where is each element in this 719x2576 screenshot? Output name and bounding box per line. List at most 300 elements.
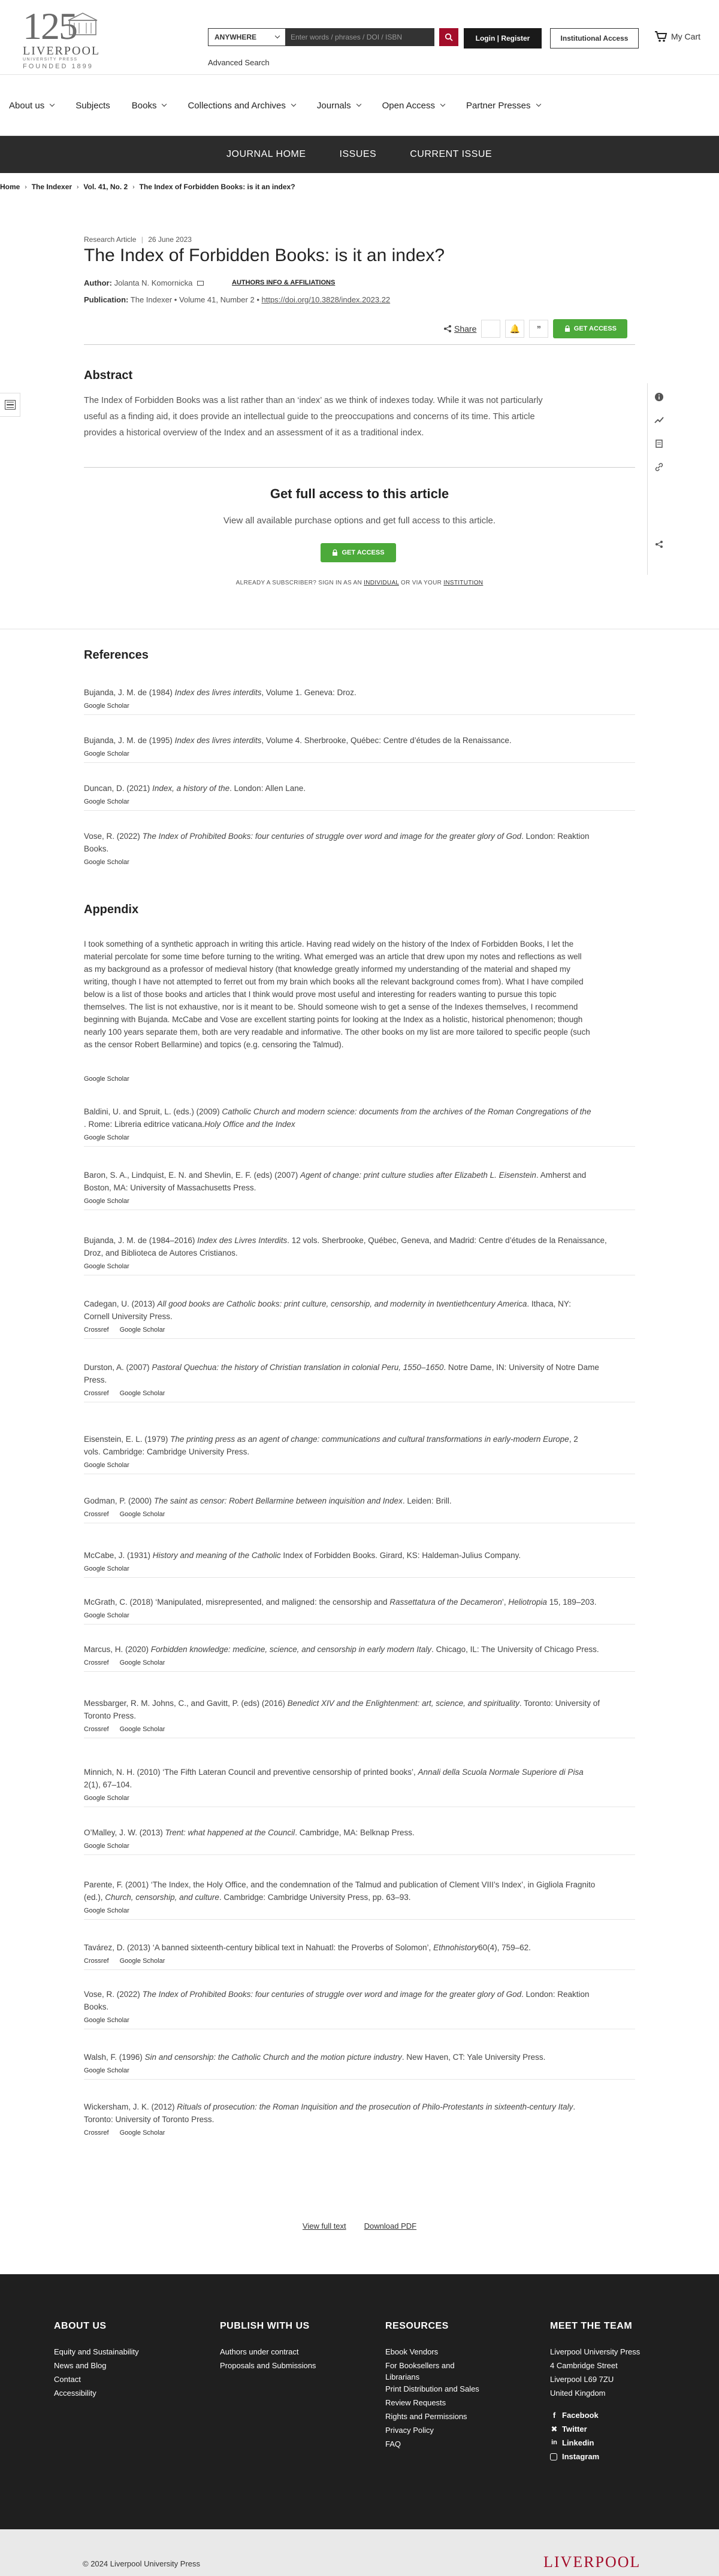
get-access-button[interactable] bbox=[553, 319, 627, 338]
publication-volume[interactable]: Volume 41, Number 2 bbox=[179, 295, 255, 304]
crossref-link[interactable]: Crossref bbox=[84, 1326, 109, 1334]
article-type: Research Article bbox=[84, 235, 137, 244]
abstract-heading: Abstract bbox=[84, 369, 133, 382]
journal-nav-tab[interactable]: CURRENT ISSUE bbox=[410, 149, 493, 159]
reference-text: Vose, R. (2022) bbox=[84, 1990, 143, 1999]
footer-link[interactable]: Privacy Policy bbox=[385, 2426, 434, 2435]
subscriber-text: ALREADY A SUBSCRIBER? SIGN IN AS AN bbox=[235, 580, 362, 586]
appendix-line: I took something of a synthetic approach in writing this article. Having read widely on the history of the Index of Forbidden Books, I let the bbox=[84, 940, 574, 948]
google-scholar-link[interactable]: Google Scholar bbox=[119, 2129, 165, 2136]
bookmark-button[interactable] bbox=[481, 320, 500, 338]
nav-item-label: Collections and Archives bbox=[188, 100, 286, 111]
linkedin-link[interactable] bbox=[550, 2436, 640, 2450]
reference-text: Bujanda, J. M. de (1995) bbox=[84, 736, 175, 745]
reference-text: Parente, F. (2001) ‘The Index, the Holy Office, and the condemnation of the Talmud and publication of Clement VIII’s Index’, in Gigliola Fragnito bbox=[84, 1880, 596, 1889]
google-scholar-link[interactable]: Google Scholar bbox=[119, 1726, 165, 1733]
footer-resources-title: RESOURCES bbox=[385, 2321, 449, 2331]
login-register-button[interactable]: Login | Register bbox=[464, 28, 542, 49]
breadcrumb-item: The Index of Forbidden Books: is it an index? bbox=[139, 183, 295, 191]
link-icon[interactable] bbox=[654, 462, 664, 472]
article-publication: Publication: The Indexer • Volume 41, Number 2 • https://doi.org/10.3828/index.2023.22 bbox=[84, 295, 391, 304]
appendix-item bbox=[84, 1495, 635, 1507]
address-line: 4 Cambridge Street bbox=[550, 2361, 618, 2370]
nav-item-label: About us bbox=[9, 100, 45, 111]
appendix-item bbox=[84, 1766, 635, 1791]
reference-text: Bujanda, J. M. de (1984–2016) bbox=[84, 1236, 198, 1245]
appendix-item bbox=[84, 1643, 635, 1656]
bell-icon: 🔔 bbox=[509, 323, 521, 334]
footer-link[interactable]: For Booksellers and bbox=[385, 2361, 455, 2370]
reference-text: McGrath, C. (2018) ‘Manipulated, misrepresented, and maligned: the censorship and bbox=[84, 1598, 390, 1607]
reference-text: Messbarger, R. M. Johns, C., and Gavitt, P. (eds) (2016) bbox=[84, 1699, 288, 1708]
sidebar-divider bbox=[647, 383, 648, 575]
doi-link[interactable]: https://doi.org/10.3828/index.2023.22 bbox=[261, 295, 391, 304]
main-nav bbox=[0, 75, 719, 136]
google-scholar-link[interactable]: Google Scholar bbox=[119, 1659, 165, 1666]
reference-text: , Volume 4. Sherbrooke, Québec: Centre d’études de la Renaissance. bbox=[261, 736, 512, 745]
reference-text: Books. bbox=[84, 844, 109, 853]
search-bar bbox=[208, 28, 458, 46]
reference-title: The printing press as an agent of change: communications and cultural transformations in early-modern Europe bbox=[170, 1435, 569, 1444]
reference-text: Marcus, H. (2020) bbox=[84, 1645, 151, 1654]
reference-title: Heliotropia bbox=[508, 1598, 547, 1607]
article-tools-sidebar bbox=[650, 392, 668, 549]
reference-title: Index des livres interdits bbox=[174, 736, 262, 745]
reference-text: Godman, P. (2000) bbox=[84, 1496, 154, 1505]
table-of-contents-toggle[interactable] bbox=[0, 393, 20, 417]
divider bbox=[84, 1919, 635, 1920]
facebook-icon: f bbox=[552, 2411, 556, 2420]
search-button[interactable] bbox=[439, 28, 458, 46]
publication-journal[interactable]: The Indexer bbox=[130, 295, 173, 304]
logo-name: LIVERPOOL bbox=[23, 44, 101, 57]
abstract-text bbox=[84, 393, 635, 441]
chevron-down-icon bbox=[291, 102, 296, 107]
chevron-down-icon bbox=[50, 102, 55, 107]
footer-link[interactable]: Librarians bbox=[385, 2372, 420, 2381]
divider bbox=[84, 1854, 635, 1855]
chevron-down-icon bbox=[275, 34, 280, 38]
google-scholar-link[interactable]: Google Scholar bbox=[84, 702, 129, 710]
footer-link[interactable]: FAQ bbox=[385, 2439, 401, 2448]
reference-text: . Rome: Libreria editrice vaticana. bbox=[84, 1120, 205, 1129]
google-scholar-link[interactable]: Google Scholar bbox=[84, 1565, 129, 1572]
authors-info-link[interactable]: AUTHORS INFO & AFFILIATIONS bbox=[232, 279, 336, 286]
footer-link[interactable]: Authors under contract bbox=[220, 2347, 299, 2356]
appendix-item bbox=[84, 1169, 635, 1194]
instagram-link[interactable] bbox=[550, 2450, 640, 2463]
search-icon bbox=[445, 33, 453, 41]
google-scholar-link[interactable]: Google Scholar bbox=[84, 1907, 129, 1914]
reference-text: Baldini, U. and Spruit, L. (eds.) (2009) bbox=[84, 1107, 222, 1116]
reference-text: Cadegan, U. (2013) bbox=[84, 1299, 158, 1308]
share-label: Share bbox=[454, 324, 477, 334]
reference-title: All good books are Catholic books: print culture, censorship, and modernity in twentiethcentury America bbox=[157, 1299, 527, 1308]
individual-sign-in-link[interactable]: INDIVIDUAL bbox=[364, 580, 399, 586]
reference-title: Agent of change: print culture studies after Elizabeth L. Eisenstein bbox=[300, 1171, 536, 1180]
address-line: Liverpool L69 7ZU bbox=[550, 2375, 614, 2384]
footer-publish bbox=[220, 2321, 316, 2372]
full-access-get-access-button[interactable] bbox=[321, 543, 396, 562]
copyright: © 2024 Liverpool University Press bbox=[83, 2559, 200, 2568]
reference-links bbox=[84, 2129, 165, 2136]
reference-title: Holy Office and the Index bbox=[204, 1120, 295, 1129]
nav-item-label: Partner Presses bbox=[466, 100, 531, 111]
email-icon[interactable] bbox=[197, 281, 204, 286]
reference-text: Bujanda, J. M. de (1984) bbox=[84, 688, 175, 697]
google-scholar-link[interactable]: Google Scholar bbox=[84, 798, 129, 805]
footer-team bbox=[550, 2321, 640, 2463]
nav-item[interactable] bbox=[317, 101, 361, 111]
share-icon bbox=[443, 325, 452, 333]
reference-links bbox=[84, 1198, 129, 1205]
reference-title: Pastoral Quechua: the history of Christian translation in colonial Peru, 1550–1650 bbox=[152, 1363, 444, 1372]
google-scholar-link[interactable]: Google Scholar bbox=[119, 1390, 165, 1397]
reference-text: Droz, and Biblioteca de Autores Cristianos. bbox=[84, 1248, 238, 1257]
article-date: 26 June 2023 bbox=[148, 235, 192, 244]
reference-text: O’Malley, J. W. (2013) bbox=[84, 1828, 165, 1837]
crossref-link[interactable]: Crossref bbox=[84, 1726, 109, 1733]
reference-text: Vose, R. (2022) bbox=[84, 832, 143, 841]
google-scholar-link[interactable]: Google Scholar bbox=[84, 1612, 129, 1619]
footer-link[interactable]: Rights and Permissions bbox=[385, 2412, 467, 2421]
reference-title: Sin and censorship: the Catholic Church and the motion picture industry bbox=[144, 2053, 402, 2062]
appendix-line: nearly 100 years separate them, both are very readable and informative. The other books on my list are more tailored to specific people (such bbox=[84, 1028, 590, 1037]
reference-text: McCabe, J. (1931) bbox=[84, 1551, 153, 1560]
chevron-down-icon bbox=[162, 102, 167, 107]
appendix-item bbox=[84, 2101, 635, 2126]
reference-text: . Amherst and bbox=[536, 1171, 587, 1180]
reference-text: Durston, A. (2007) bbox=[84, 1363, 152, 1372]
google-scholar-link[interactable]: Google Scholar bbox=[119, 1957, 165, 1965]
reference-links bbox=[84, 1795, 129, 1802]
breadcrumb-item[interactable]: Home bbox=[0, 183, 20, 191]
alert-button[interactable] bbox=[505, 320, 524, 338]
article-author bbox=[84, 278, 635, 287]
footer-link[interactable]: Contact bbox=[54, 2375, 81, 2384]
advanced-search-link[interactable]: Advanced Search bbox=[208, 58, 270, 67]
reference-links bbox=[84, 1565, 129, 1572]
footer-link[interactable]: Ebook Vendors bbox=[385, 2347, 439, 2356]
appendix-item bbox=[84, 1549, 635, 1562]
footer-link[interactable]: Print Distribution and Sales bbox=[385, 2384, 479, 2393]
footer-link[interactable]: Proposals and Submissions bbox=[220, 2361, 316, 2370]
appendix-item bbox=[84, 1697, 635, 1722]
reference-links bbox=[84, 1726, 165, 1733]
breadcrumb-item[interactable]: Vol. 41, No. 2 bbox=[83, 183, 128, 191]
reference-title: Catholic Church and modern science: documents from the archives of the Roman Congregations of the bbox=[222, 1107, 591, 1116]
appendix-heading: Appendix bbox=[84, 903, 139, 916]
divider bbox=[84, 762, 635, 763]
quote-icon: ” bbox=[536, 324, 541, 334]
footer-link[interactable]: Equity and Sustainability bbox=[54, 2347, 139, 2356]
footer-logo[interactable]: LIVERPOOL bbox=[543, 2553, 641, 2571]
institution-sign-in-link[interactable]: INSTITUTION bbox=[443, 580, 484, 586]
reference-text: , Volume 1. Geneva: Droz. bbox=[261, 688, 357, 697]
logo-founded: FOUNDED 1899 bbox=[23, 63, 93, 70]
breadcrumb-separator-icon: › bbox=[25, 183, 27, 190]
reference-links bbox=[84, 1842, 129, 1850]
reference-links bbox=[84, 1075, 129, 1083]
references-heading: References bbox=[84, 648, 149, 662]
reference-text: (ed.), bbox=[84, 1893, 105, 1902]
reference-text: . 12 vols. Sherbrooke, Québec, Geneva, and Madrid: Centre d’études de la Renaissance, bbox=[287, 1236, 607, 1245]
reference-text: Index of Forbidden Books. Girard, KS: Haldeman-Julius Company. bbox=[280, 1551, 521, 1560]
get-access-label: GET ACCESS bbox=[342, 549, 385, 556]
view-full-text-link[interactable]: View full text bbox=[302, 2222, 346, 2230]
appendix-line: as my background as a professor of medieval history (that knowledge greatly informed my understanding of the material and shaped my bbox=[84, 965, 570, 974]
journal-nav bbox=[0, 136, 719, 173]
google-scholar-link[interactable]: Google Scholar bbox=[84, 1198, 129, 1205]
reference-links bbox=[84, 1511, 165, 1518]
search-input[interactable]: Enter words / phrases / DOI / ISBN bbox=[286, 28, 434, 46]
reference-text: . London: Reaktion bbox=[521, 1990, 590, 1999]
reference-links bbox=[84, 1462, 129, 1469]
site-footer bbox=[0, 2274, 719, 2529]
appendix-line: beginning with Bujanda. McCabe and Vose are excellent starting points for looking at the Index as a holistic, historical phenomenon; though bbox=[84, 1015, 583, 1024]
article-actions bbox=[443, 319, 627, 338]
divider bbox=[84, 1969, 635, 1970]
footer-link[interactable]: Accessibility bbox=[54, 2389, 96, 2398]
facebook-link[interactable] bbox=[550, 2408, 640, 2422]
breadcrumb-item[interactable]: The Indexer bbox=[31, 183, 72, 191]
reference-links bbox=[84, 2067, 129, 2074]
appendix-item bbox=[84, 1596, 635, 1608]
crossref-link[interactable]: Crossref bbox=[84, 1390, 109, 1397]
reference-text: Wickersham, J. K. (2012) bbox=[84, 2102, 177, 2111]
reference-text: Press. bbox=[84, 1375, 107, 1384]
google-scholar-link[interactable]: Google Scholar bbox=[84, 1075, 129, 1083]
footer-about bbox=[54, 2321, 139, 2400]
reference-links bbox=[84, 750, 129, 757]
appendix-line: writing, though I have not attempted to ferret out from my brain which books all the relevant background comes from). What I have compiled bbox=[84, 977, 584, 986]
list-icon bbox=[5, 400, 16, 410]
appendix-line: themselves. The list is not exhaustive, nor is it meant to be. Should someone wish to get a sense of the Indexes themselves, I recommend bbox=[84, 1002, 578, 1011]
article-type-date: Research Article | 26 June 2023 bbox=[84, 235, 192, 244]
reference-text: . Cambridge, MA: Belknap Press. bbox=[295, 1828, 415, 1837]
building-icon bbox=[65, 12, 101, 36]
reference-links bbox=[84, 1326, 165, 1334]
crossref-link[interactable]: Crossref bbox=[84, 1659, 109, 1666]
google-scholar-link[interactable]: Google Scholar bbox=[84, 1842, 129, 1850]
google-scholar-link[interactable]: Google Scholar bbox=[119, 1511, 165, 1518]
reference-title: Church, censorship, and culture bbox=[105, 1893, 219, 1902]
reference-title: Index des livres interdits bbox=[174, 688, 262, 697]
full-access-heading: Get full access to this article bbox=[270, 486, 449, 501]
reference-title: The saint as censor: Robert Bellarmine between inquisition and Index bbox=[153, 1496, 403, 1505]
appendix-item bbox=[84, 1361, 635, 1386]
reference-title: Index des Livres Interdits bbox=[197, 1236, 288, 1245]
divider bbox=[84, 467, 635, 468]
lup-logo[interactable] bbox=[23, 5, 113, 74]
reference-item bbox=[84, 782, 635, 795]
journal-nav-tab[interactable]: ISSUES bbox=[339, 149, 377, 159]
nav-item[interactable] bbox=[132, 101, 167, 111]
nav-item[interactable] bbox=[382, 101, 445, 111]
reference-text: Toronto: University of Toronto Press. bbox=[84, 2115, 215, 2124]
appendix-item bbox=[84, 1988, 635, 2013]
share-button[interactable] bbox=[443, 324, 476, 334]
my-cart-link[interactable] bbox=[654, 31, 700, 43]
reference-text: 2(1), 67–104. bbox=[84, 1780, 132, 1789]
article-title: The Index of Forbidden Books: is it an index? bbox=[84, 246, 445, 265]
my-cart-label: My Cart bbox=[671, 32, 700, 41]
footer-link[interactable]: News and Blog bbox=[54, 2361, 107, 2370]
nav-item[interactable] bbox=[466, 101, 540, 111]
google-scholar-link[interactable]: Google Scholar bbox=[84, 750, 129, 757]
chevron-down-icon bbox=[356, 102, 361, 107]
reference-title: Index, a history of the bbox=[152, 784, 230, 793]
facebook-label: Facebook bbox=[562, 2411, 599, 2420]
nav-item-label: Subjects bbox=[75, 100, 110, 111]
reference-text: Walsh, F. (1996) bbox=[84, 2053, 145, 2062]
abstract-line: useful as a finding aid, it does provide an intellectual guide to the preoccupations and concerns of its time. This article bbox=[84, 412, 535, 422]
reference-title: Forbidden knowledge: medicine, science, and censorship in early modern Italy bbox=[150, 1645, 432, 1654]
reference-links bbox=[84, 1612, 129, 1619]
reference-text: , 2 bbox=[569, 1435, 578, 1444]
reference-title: History and meaning of the Catholic bbox=[152, 1551, 281, 1560]
reference-text: Eisenstein, E. L. (1979) bbox=[84, 1435, 171, 1444]
chevron-down-icon bbox=[536, 102, 540, 107]
appendix-line: below is a list of those books and articles that I think would prove most useful and interesting for readers wanting to pursue this topic bbox=[84, 990, 557, 999]
appendix-item bbox=[84, 2051, 635, 2063]
reference-item bbox=[84, 734, 635, 747]
google-scholar-link[interactable]: Google Scholar bbox=[84, 2017, 129, 2024]
reference-text: Baron, S. A., Lindquist, E. N. and Shevlin, E. F. (eds) (2007) bbox=[84, 1171, 300, 1180]
reference-links bbox=[84, 859, 129, 866]
full-access-text: View all available purchase options and get full access to this article. bbox=[223, 516, 496, 526]
reference-title: Ethnohistory bbox=[433, 1943, 479, 1952]
footer-link[interactable]: Review Requests bbox=[385, 2398, 446, 2407]
google-scholar-link[interactable]: Google Scholar bbox=[84, 1462, 129, 1469]
get-access-label: GET ACCESS bbox=[573, 325, 617, 332]
google-scholar-link[interactable]: Google Scholar bbox=[84, 1795, 129, 1802]
publication-label: Publication: bbox=[84, 295, 129, 304]
reference-links bbox=[84, 1659, 165, 1666]
twitter-link[interactable] bbox=[550, 2422, 640, 2436]
abstract-line: The Index of Forbidden Books was a list rather than an ‘index’ as we think of indexes today. While it was not particularly bbox=[84, 396, 543, 405]
reference-title: Benedict XIV and the Enlightenment: art, science, and spirituality bbox=[287, 1699, 519, 1708]
reference-text: . Leiden: Brill. bbox=[402, 1496, 452, 1505]
logo-subtitle: UNIVERSITY PRESS bbox=[23, 57, 78, 62]
divider bbox=[84, 1624, 635, 1625]
download-pdf-link[interactable]: Download PDF bbox=[364, 2222, 417, 2230]
reference-text: Duncan, D. (2021) bbox=[84, 784, 153, 793]
crossref-link[interactable]: Crossref bbox=[84, 1511, 109, 1518]
address-line: United Kingdom bbox=[550, 2389, 606, 2398]
nav-item[interactable] bbox=[188, 101, 295, 111]
appendix-item bbox=[84, 1234, 635, 1259]
footer-bottom-bar bbox=[0, 2529, 719, 2576]
instagram-icon bbox=[550, 2453, 557, 2460]
chevron-down-icon bbox=[440, 102, 445, 107]
lock-icon bbox=[564, 325, 570, 332]
nav-item[interactable] bbox=[75, 101, 110, 111]
nav-item-label: Open Access bbox=[382, 100, 435, 111]
reference-links bbox=[84, 2017, 129, 2024]
divider bbox=[84, 1671, 635, 1672]
reference-links bbox=[84, 1957, 165, 1965]
google-scholar-link[interactable]: Google Scholar bbox=[84, 859, 129, 866]
divider bbox=[84, 1146, 635, 1147]
google-scholar-link[interactable]: Google Scholar bbox=[119, 1326, 165, 1334]
instagram-label: Instagram bbox=[562, 2452, 600, 2461]
nav-item-label: Journals bbox=[316, 100, 351, 111]
journal-nav-tab[interactable]: JOURNAL HOME bbox=[226, 149, 306, 159]
reference-text: Toronto Press. bbox=[84, 1711, 137, 1720]
bottom-links bbox=[0, 2222, 719, 2230]
reference-text: . Ithaca, NY: bbox=[527, 1299, 571, 1308]
breadcrumb-separator-icon: › bbox=[77, 183, 79, 190]
divider bbox=[84, 714, 635, 715]
reference-title: The Index of Prohibited Books: four centuries of struggle over word and image for the greater glory of God bbox=[142, 1990, 522, 1999]
footer-publish-title: PUBLISH WITH US bbox=[220, 2321, 310, 2331]
reference-text: Books. bbox=[84, 2002, 109, 2011]
reference-text: ’, bbox=[502, 1598, 509, 1607]
appendix-item bbox=[84, 1433, 635, 1458]
site-header bbox=[0, 0, 719, 75]
appendix-paragraph bbox=[84, 938, 635, 1051]
footer-resources bbox=[385, 2321, 479, 2451]
reference-text: 15, 189–203. bbox=[546, 1598, 597, 1607]
appendix-item bbox=[84, 1878, 635, 1904]
address-line: Liverpool University Press bbox=[550, 2347, 641, 2356]
reference-text: Tavárez, D. (2013) ‘A banned sixteenth-century biblical text in Nahuatl: the Proverbs of Solomon’, bbox=[84, 1943, 434, 1952]
breadcrumb-separator-icon: › bbox=[132, 183, 135, 190]
document-icon[interactable] bbox=[654, 439, 664, 448]
cite-button[interactable] bbox=[529, 320, 548, 338]
appendix-item bbox=[84, 1298, 635, 1323]
search-scope-select[interactable] bbox=[208, 28, 286, 46]
crossref-link[interactable]: Crossref bbox=[84, 1957, 109, 1965]
reference-item bbox=[84, 830, 635, 855]
reference-text: . Cambridge: Cambridge University Press, pp. 63–93. bbox=[219, 1893, 411, 1902]
reference-text: Cornell University Press. bbox=[84, 1312, 173, 1321]
share-icon[interactable] bbox=[654, 540, 664, 549]
divider bbox=[84, 344, 635, 345]
appendix-line: material percolate for some time before turning to the writing. What emerged was an article that drew upon my notes and reflections as well bbox=[84, 952, 582, 961]
appendix-item bbox=[84, 1105, 635, 1131]
reference-text: Minnich, N. H. (2010) ‘The Fifth Lateran Council and preventive censorship of printed books’, bbox=[84, 1768, 418, 1777]
reference-item bbox=[84, 686, 635, 699]
reference-links bbox=[84, 702, 129, 710]
nav-item[interactable] bbox=[9, 101, 54, 111]
google-scholar-link[interactable]: Google Scholar bbox=[84, 2067, 129, 2074]
reference-title: Rituals of prosecution: the Roman Inquisition and the prosecution of Philo-Protestants in sixteenth-century Italy bbox=[177, 2102, 573, 2111]
linkedin-icon: in bbox=[551, 2439, 557, 2446]
google-scholar-link[interactable]: Google Scholar bbox=[84, 1134, 129, 1141]
subscriber-sign-in bbox=[84, 580, 635, 586]
linkedin-label: Linkedin bbox=[562, 2438, 594, 2447]
author-name[interactable]: Jolanta N. Komornicka bbox=[114, 278, 193, 287]
reference-links bbox=[84, 1263, 129, 1270]
reference-title: Rassettatura of the Decameron bbox=[389, 1598, 502, 1607]
appendix-item bbox=[84, 1826, 635, 1839]
reference-text: . Toronto: University of bbox=[519, 1699, 600, 1708]
footer-about-title: ABOUT US bbox=[54, 2321, 107, 2331]
google-scholar-link[interactable]: Google Scholar bbox=[84, 1263, 129, 1270]
reference-links bbox=[84, 798, 129, 805]
info-icon[interactable] bbox=[654, 392, 664, 402]
crossref-link[interactable]: Crossref bbox=[84, 2129, 109, 2136]
institutional-access-button[interactable]: Institutional Access bbox=[550, 28, 639, 49]
metrics-icon[interactable] bbox=[654, 416, 664, 425]
reference-title: Trent: what happened at the Council bbox=[165, 1828, 295, 1837]
reference-text: vols. Cambridge: Cambridge University Press. bbox=[84, 1447, 250, 1456]
cart-icon bbox=[654, 31, 667, 43]
search-scope-value: ANYWHERE bbox=[215, 33, 257, 41]
divider bbox=[84, 1338, 635, 1339]
